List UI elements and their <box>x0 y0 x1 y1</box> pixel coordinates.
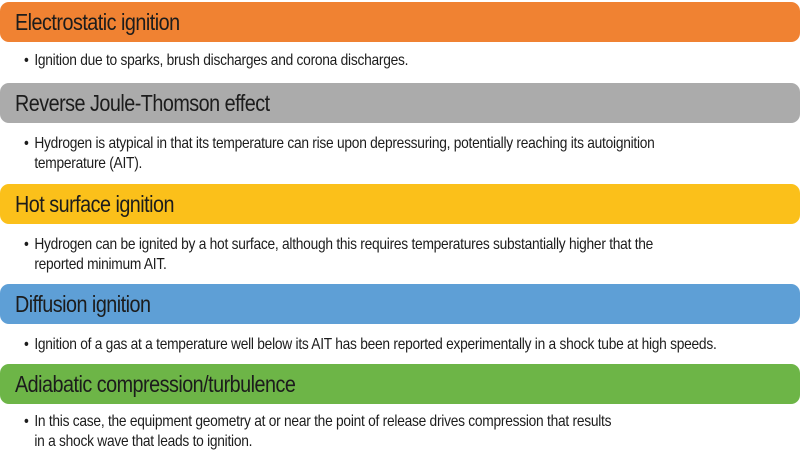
bullet-icon: • <box>24 236 29 253</box>
bullet-line: • Hydrogen is atypical in that its temperature can rise upon depressuring, potentially reaching its autoignition <box>24 135 655 152</box>
section-header <box>0 184 800 224</box>
section-header <box>0 2 800 42</box>
section-body <box>24 235 695 275</box>
section-body <box>24 412 695 452</box>
section-header <box>0 83 800 123</box>
section-body <box>24 134 695 174</box>
bullet-line: • Ignition of a gas at a temperature well below its AIT has been reported experimentally in a shock tube at high speeds. <box>24 336 717 353</box>
section-title: Hot surface ignition <box>15 190 175 217</box>
section-header <box>0 284 800 324</box>
section-body <box>24 51 695 71</box>
bullet-continuation: in a shock wave that leads to ignition. <box>34 433 253 450</box>
bullet-icon: • <box>24 413 29 430</box>
section-title: Reverse Joule-Thomson effect <box>15 89 270 116</box>
bullet-icon: • <box>24 135 29 152</box>
bullet-continuation: temperature (AIT). <box>34 155 143 172</box>
section-header <box>0 364 800 404</box>
section-title: Adiabatic compression/turbulence <box>15 370 296 397</box>
bullet-line: • Hydrogen can be ignited by a hot surface, although this requires temperatures substantially higher that the <box>24 236 654 253</box>
bullet-continuation: reported minimum AIT. <box>34 256 167 273</box>
bullet-icon: • <box>24 336 29 353</box>
bullet-line: • In this case, the equipment geometry at or near the point of release drives compression that results <box>24 413 612 430</box>
section-body <box>24 335 717 355</box>
section-title: Diffusion ignition <box>15 290 151 317</box>
section-title: Electrostatic ignition <box>15 8 180 35</box>
bullet-line: • Ignition due to sparks, brush discharges and corona discharges. <box>24 52 409 69</box>
bullet-icon: • <box>24 52 29 69</box>
